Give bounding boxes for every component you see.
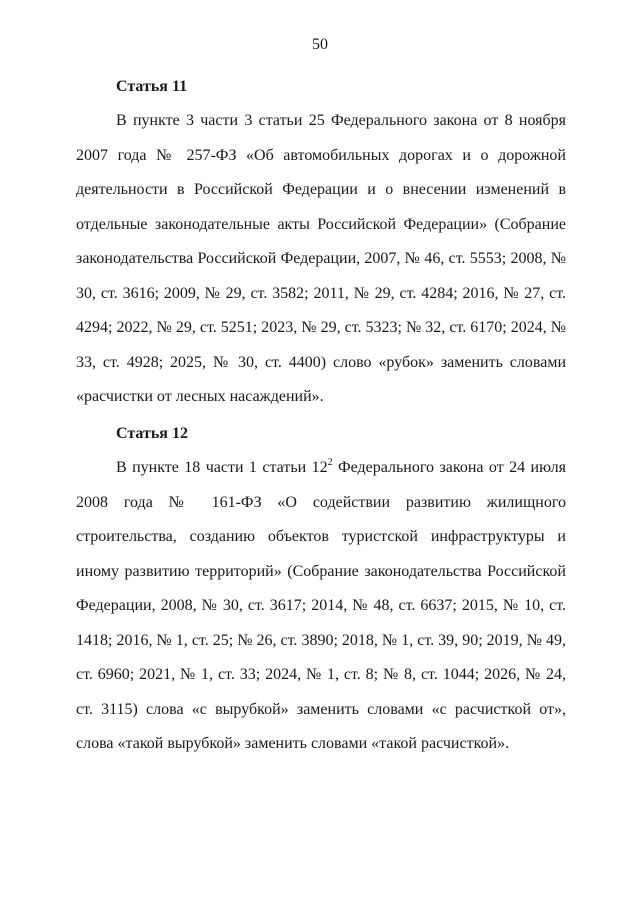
article-12-text (76, 451, 566, 762)
article-12-superscript: 2 (327, 457, 333, 468)
article-12-text-start: В пункте 18 части 1 статьи 12 (116, 459, 328, 476)
article-11-text: В пункте 3 части 3 статьи 25 Федерального закона от 8 ноября 2007 года № 257-ФЗ «Об автомобильных дорогах и о дорожной деятельности в Российской Федерации и о внесении изменений в отдельные законодательные акты Российской Федерации» (Собрание законодательства Российской Федерации, 2007, № 46, ст. 5553; 2008, № 30, ст. 3616; 2009, № 29, ст. 3582; 2011, № 29, ст. 4284; 2016, № 27, ст. 4294; 2022, № 29, ст. 5251; 2023, № 29, ст. 5323; № 32, ст. 6170; 2024, № 33, ст. 4928; 2025, № 30, ст. 4400) слово «рубок» заменить словами «расчистки от лесных насаждений». (76, 112, 566, 405)
article-12-heading: Статья 12 (116, 425, 188, 442)
page-number: 50 (312, 36, 328, 53)
article-11-heading: Статья 11 (116, 78, 188, 95)
article-12-text-rest: Федерального закона от 24 июля 2008 года № 161-ФЗ «О содействии развитию жилищного строительства, созданию объектов туристской инфраструктуры и иному развитию территорий» (Собрание законодательства Российской Федерации, 2008, № 30, ст. 3617; 2014, № 48, ст. 6637; 2015, № 10, ст. 1418; 2016, № 1, ст. 25; № 26, ст. 3890; 2018, № 1, ст. 39, 90; 2019, № 49, ст. 6960; 2021, № 1, ст. 33; 2024, № 1, ст. 8; № 8, ст. 1044; 2026, № 24, ст. 3115) слова «с вырубкой» заменить словами «с расчисткой от», слова «такой вырубкой» заменить словами «такой расчисткой». (76, 459, 566, 752)
